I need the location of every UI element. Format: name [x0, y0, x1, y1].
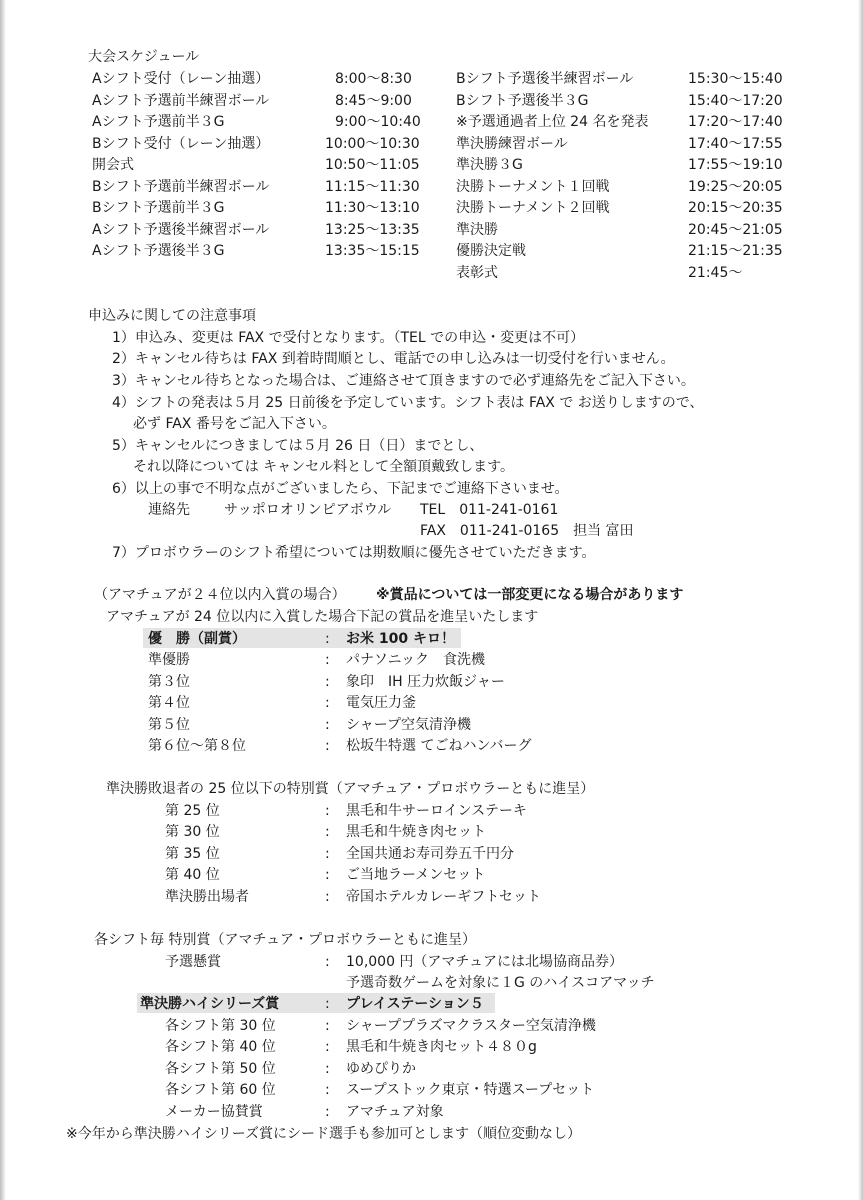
schedule-time: 8:45～9:00: [335, 93, 412, 109]
prize-rank: 予選懸賞: [165, 954, 221, 970]
note-line: 7）プロボウラーのシフト希望については期数順に優先させていただきます。: [112, 545, 596, 561]
prize-separator: :: [325, 954, 330, 970]
schedule-time: 8:00～8:30: [335, 71, 412, 87]
note-line: 3）キャンセル待ちとなった場合は、ご連絡させて頂きますので必ず連絡先をご記入下さい。: [112, 373, 695, 389]
prize-rank: 第６位～第８位: [148, 738, 246, 754]
schedule-time: 11:30～13:10: [325, 200, 420, 216]
schedule-event: 準決勝３G: [456, 157, 523, 173]
contact-tel: TEL 011-241-0161: [420, 502, 559, 518]
schedule-time: 19:25～20:05: [688, 179, 783, 195]
prize-rank: 第３位: [148, 674, 190, 690]
prize-separator: :: [325, 1082, 330, 1098]
prize-name: お米 100 キロ！: [346, 631, 455, 647]
prize-rank: 各シフト第 60 位: [165, 1082, 276, 1098]
schedule-title: 大会スケジュール: [88, 49, 200, 65]
prize-rank: 準決勝ハイシリーズ賞: [140, 996, 280, 1012]
schedule-event: Aシフト受付（レーン抽選）: [92, 71, 270, 87]
prize-separator: :: [325, 1104, 330, 1120]
schedule-event: 決勝トーナメント２回戦: [456, 200, 610, 216]
prize-separator: :: [325, 803, 330, 819]
prize-separator: :: [325, 738, 330, 754]
prize-name: 黒毛和牛焼き肉セット: [346, 824, 486, 840]
schedule-time: 15:40～17:20: [688, 93, 783, 109]
schedule-time: 17:20～17:40: [688, 114, 783, 130]
special-heading: 準決勝敗退者の 25 位以下の特別賞（アマチュア・プロボウラーともに進呈）: [106, 781, 595, 797]
shift-footer-note: ※今年から準決勝ハイシリーズ賞にシード選手も参加可とします（順位変動なし）: [66, 1126, 582, 1142]
schedule-event: Bシフト予選後半３G: [456, 93, 589, 109]
schedule-time: 13:35～15:15: [325, 243, 420, 259]
prize-name: 象印 IH 圧力炊飯ジャー: [346, 674, 505, 690]
contact-name: サッポロオリンピアボウル: [224, 502, 392, 518]
prize-name: 全国共通お寿司券五千円分: [346, 846, 514, 862]
schedule-time: 13:25～13:35: [325, 222, 420, 238]
schedule-time: 9:00～10:40: [335, 114, 421, 130]
prize-rank: 第 35 位: [165, 846, 220, 862]
prize-name: アマチュア対象: [346, 1104, 444, 1120]
prize-rank: 第 30 位: [165, 824, 220, 840]
prize-name: シャープ空気清浄機: [346, 717, 472, 733]
schedule-time: 17:55～19:10: [688, 157, 783, 173]
prize-separator: :: [325, 631, 330, 647]
prize-name: 帝国ホテルカレーギフトセット: [346, 889, 541, 905]
prize-rank: 第 25 位: [165, 803, 220, 819]
scan-edge-left: [0, 0, 6, 1200]
schedule-event: Aシフト予選後半練習ボール: [92, 222, 270, 238]
prizes-notice: ※賞品については一部変更になる場合があります: [376, 587, 684, 603]
schedule-time: 11:15～11:30: [325, 179, 420, 195]
prize-name: シャーププラズマクラスター空気清浄機: [346, 1018, 596, 1034]
schedule-time: 15:30～15:40: [688, 71, 783, 87]
schedule-event: Bシフト受付（レーン抽選）: [92, 136, 270, 152]
prize-rank: 準決勝出場者: [165, 889, 249, 905]
prize-separator: :: [325, 889, 330, 905]
prize-rank: 第５位: [148, 717, 190, 733]
note-line: 必ず FAX 番号をご記入下さい。: [133, 416, 336, 432]
prize-rank: 優 勝（副賞）: [148, 631, 246, 647]
prize-separator: :: [325, 1039, 330, 1055]
note-line: 4）シフトの発表は５月 25 日前後を予定しています。シフト表は FAX で お送りしますので、: [112, 395, 704, 411]
prize-separator: :: [325, 1018, 330, 1034]
schedule-time: 20:15～20:35: [688, 200, 783, 216]
schedule-time: 21:15～21:35: [688, 243, 783, 259]
note-line: 6）以上の事で不明な点がございましたら、下記までご連絡下さいませ。: [112, 481, 569, 497]
prize-name: 10,000 円（アマチュアには北場協商品券）: [346, 954, 624, 970]
schedule-event: 準決勝練習ボール: [456, 136, 568, 152]
prize-name: パナソニック 食洗機: [346, 652, 486, 668]
note-line: それ以降については キャンセル料として全額頂戴致します。: [133, 459, 515, 475]
schedule-event: 決勝トーナメント１回戦: [456, 179, 610, 195]
prize-separator: :: [325, 824, 330, 840]
schedule-event: Aシフト予選前半練習ボール: [92, 93, 270, 109]
prize-rank: 第４位: [148, 695, 190, 711]
prize-separator: :: [325, 1061, 330, 1077]
schedule-event: 準決勝: [456, 222, 498, 238]
prize-rank: 準優勝: [148, 652, 190, 668]
prize-name: 黒毛和牛焼き肉セット４８０g: [346, 1039, 537, 1055]
prize-name: ご当地ラーメンセット: [346, 867, 486, 883]
schedule-event: 表彰式: [456, 265, 498, 281]
prize-separator: :: [325, 652, 330, 668]
schedule-event: ※予選通過者上位 24 名を発表: [456, 114, 649, 130]
prize-separator: :: [325, 695, 330, 711]
schedule-time: 10:00～10:30: [325, 136, 420, 152]
schedule-event: Bシフト予選前半練習ボール: [92, 179, 270, 195]
prize-name: ゆめぴりか: [346, 1061, 416, 1077]
schedule-event: 優勝決定戦: [456, 243, 526, 259]
shift-heading: 各シフト毎 特別賞（アマチュア・プロボウラーともに進呈）: [94, 932, 477, 948]
prize-name: スープストック東京・特選スープセット: [346, 1082, 595, 1098]
prize-note: 予選奇数ゲームを対象に１G のハイスコアマッチ: [346, 975, 655, 991]
prize-name: 黒毛和牛サーロインステーキ: [346, 803, 527, 819]
prize-rank: メーカー協賛賞: [165, 1104, 263, 1120]
prize-separator: :: [325, 996, 330, 1012]
prize-name: 松坂牛特選 てごねハンバーグ: [346, 738, 532, 754]
prize-name: プレイステーション５: [346, 996, 484, 1012]
scan-edge-right: [858, 0, 863, 1200]
prize-separator: :: [325, 867, 330, 883]
contact-label: 連絡先: [148, 502, 190, 518]
prize-separator: :: [325, 674, 330, 690]
prize-separator: :: [325, 717, 330, 733]
schedule-time: 17:40～17:55: [688, 136, 783, 152]
contact-fax: FAX 011-241-0165 担当 富田: [420, 523, 634, 539]
schedule-event: Aシフト予選前半３G: [92, 114, 225, 130]
schedule-event: Bシフト予選前半３G: [92, 200, 225, 216]
note-line: 2）キャンセル待ちは FAX 到着時間順とし、電話での申し込みは一切受付を行いません。: [112, 351, 675, 367]
prizes-intro: アマチュアが 24 位以内に入賞した場合下記の賞品を進呈いたします: [106, 609, 539, 625]
prize-rank: 各シフト第 30 位: [165, 1018, 276, 1034]
schedule-event: Bシフト予選後半練習ボール: [456, 71, 634, 87]
notes-title: 申込みに関しての注意事項: [88, 308, 256, 324]
note-line: 1）申込み、変更は FAX で受付となります。（TEL での申込・変更は不可）: [112, 330, 585, 346]
prize-rank: 各シフト第 50 位: [165, 1061, 276, 1077]
prize-name: 電気圧力釜: [346, 695, 416, 711]
prize-separator: :: [325, 846, 330, 862]
schedule-time: 20:45～21:05: [688, 222, 783, 238]
prize-rank: 第 40 位: [165, 867, 220, 883]
schedule-time: 10:50～11:05: [325, 157, 420, 173]
prizes-heading: （アマチュアが２４位以内入賞の場合）: [94, 587, 346, 603]
note-line: 5）キャンセルにつきましては５月 26 日（日）までとし、: [112, 438, 484, 454]
schedule-event: Aシフト予選後半３G: [92, 243, 225, 259]
schedule-time: 21:45～: [688, 265, 743, 281]
schedule-event: 開会式: [92, 157, 134, 173]
prize-rank: 各シフト第 40 位: [165, 1039, 276, 1055]
